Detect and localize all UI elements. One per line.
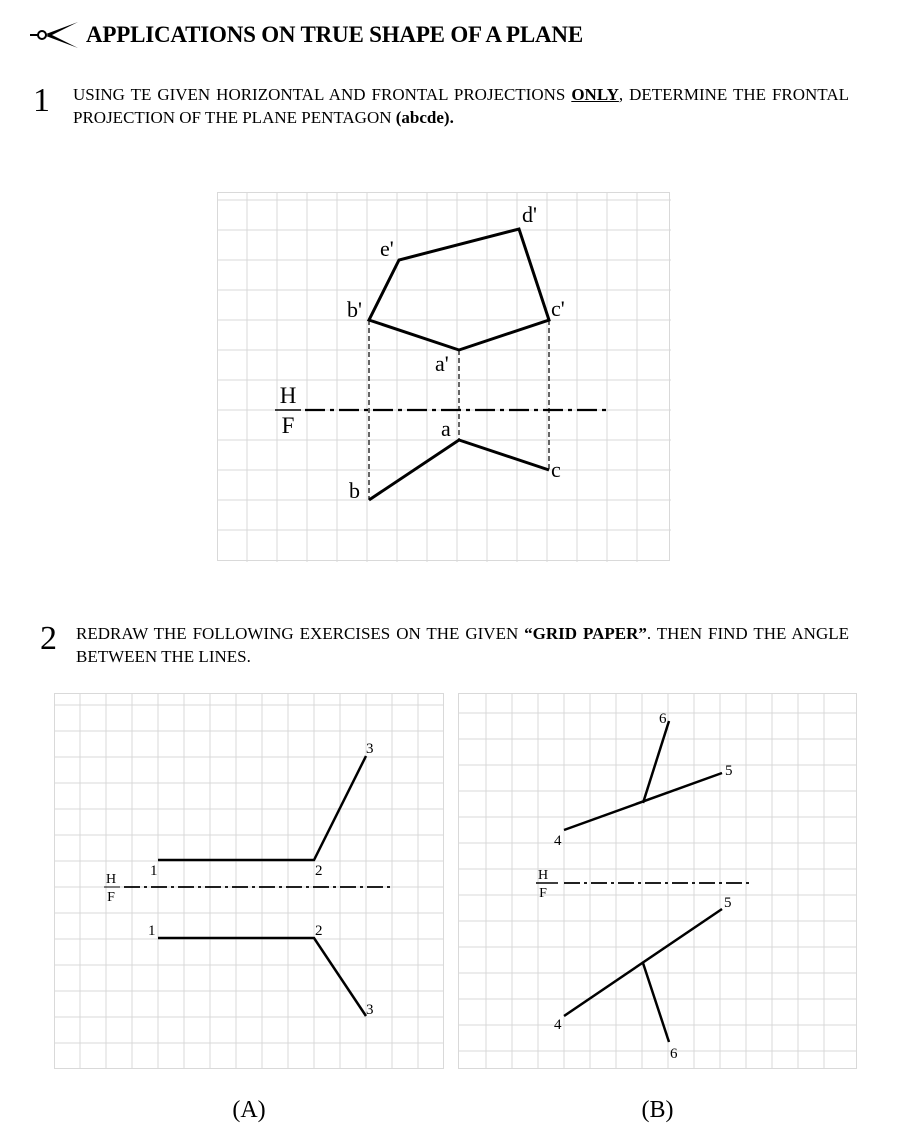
label-bottom-2: 2 — [315, 923, 323, 939]
question-1-text — [73, 83, 849, 129]
question-1-text-middle: , DETERMINE THE FRONTAL PROJECTION OF THE PLANE PENTAGON — [73, 85, 849, 127]
label-bottom-3: 3 — [366, 1002, 374, 1018]
question-2-text — [76, 622, 849, 668]
drafting-compass-icon — [28, 20, 80, 50]
label-bottom-4: 4 — [554, 1017, 562, 1033]
hf-label-h: H — [105, 872, 117, 887]
label-top-3: 3 — [366, 741, 374, 757]
title-row — [28, 18, 583, 52]
front-view-line-6 — [643, 963, 669, 1042]
question-1-emphasis: ONLY — [571, 85, 619, 104]
figure-b-lines — [458, 693, 857, 1069]
question-1-number: 1 — [33, 82, 50, 119]
hf-label-h: H — [537, 868, 549, 883]
question-1-text-before: USING TE GIVEN HORIZONTAL AND FRONTAL PROJECTIONS — [73, 85, 572, 104]
label-e-prime: e' — [380, 236, 394, 261]
front-view-line-4-5 — [564, 909, 722, 1016]
label-c: c — [551, 457, 561, 482]
label-a: a — [441, 416, 451, 441]
page-title: APPLICATIONS ON TRUE SHAPE OF A PLANE — [86, 22, 583, 47]
caption-a: (A) — [232, 1097, 266, 1123]
label-bottom-6: 6 — [670, 1046, 678, 1062]
question-1-pentagon-name: (abcde). — [395, 108, 454, 127]
hf-label-h: H — [279, 383, 297, 408]
hf-label-f: F — [539, 886, 547, 901]
label-d-prime: d' — [522, 202, 537, 227]
label-top-2: 2 — [315, 863, 323, 879]
label-b: b — [349, 478, 360, 503]
figure-1-pentagon — [217, 192, 671, 562]
question-2-grid-paper: “GRID PAPER” — [524, 624, 647, 643]
question-2-number: 2 — [40, 620, 57, 657]
label-top-5: 5 — [725, 763, 733, 779]
question-2-text-after: . THEN FIND THE ANGLE BETWEEN THE LINES. — [76, 624, 849, 666]
caption-b: (B) — [641, 1097, 674, 1123]
label-b-prime: b' — [347, 297, 362, 322]
label-a-prime: a' — [435, 351, 449, 376]
label-top-4: 4 — [554, 833, 562, 849]
hf-label-f: F — [107, 890, 115, 905]
label-top-6: 6 — [659, 711, 667, 727]
label-bottom-5: 5 — [724, 895, 732, 911]
label-c-prime: c' — [551, 296, 565, 321]
hf-label-f: F — [281, 413, 295, 438]
label-bottom-1: 1 — [148, 923, 156, 939]
figure-a-lines — [54, 693, 444, 1069]
question-2-text-before: REDRAW THE FOLLOWING EXERCISES ON THE GIVEN — [76, 624, 525, 643]
label-top-1: 1 — [150, 863, 158, 879]
grid — [458, 693, 857, 1069]
